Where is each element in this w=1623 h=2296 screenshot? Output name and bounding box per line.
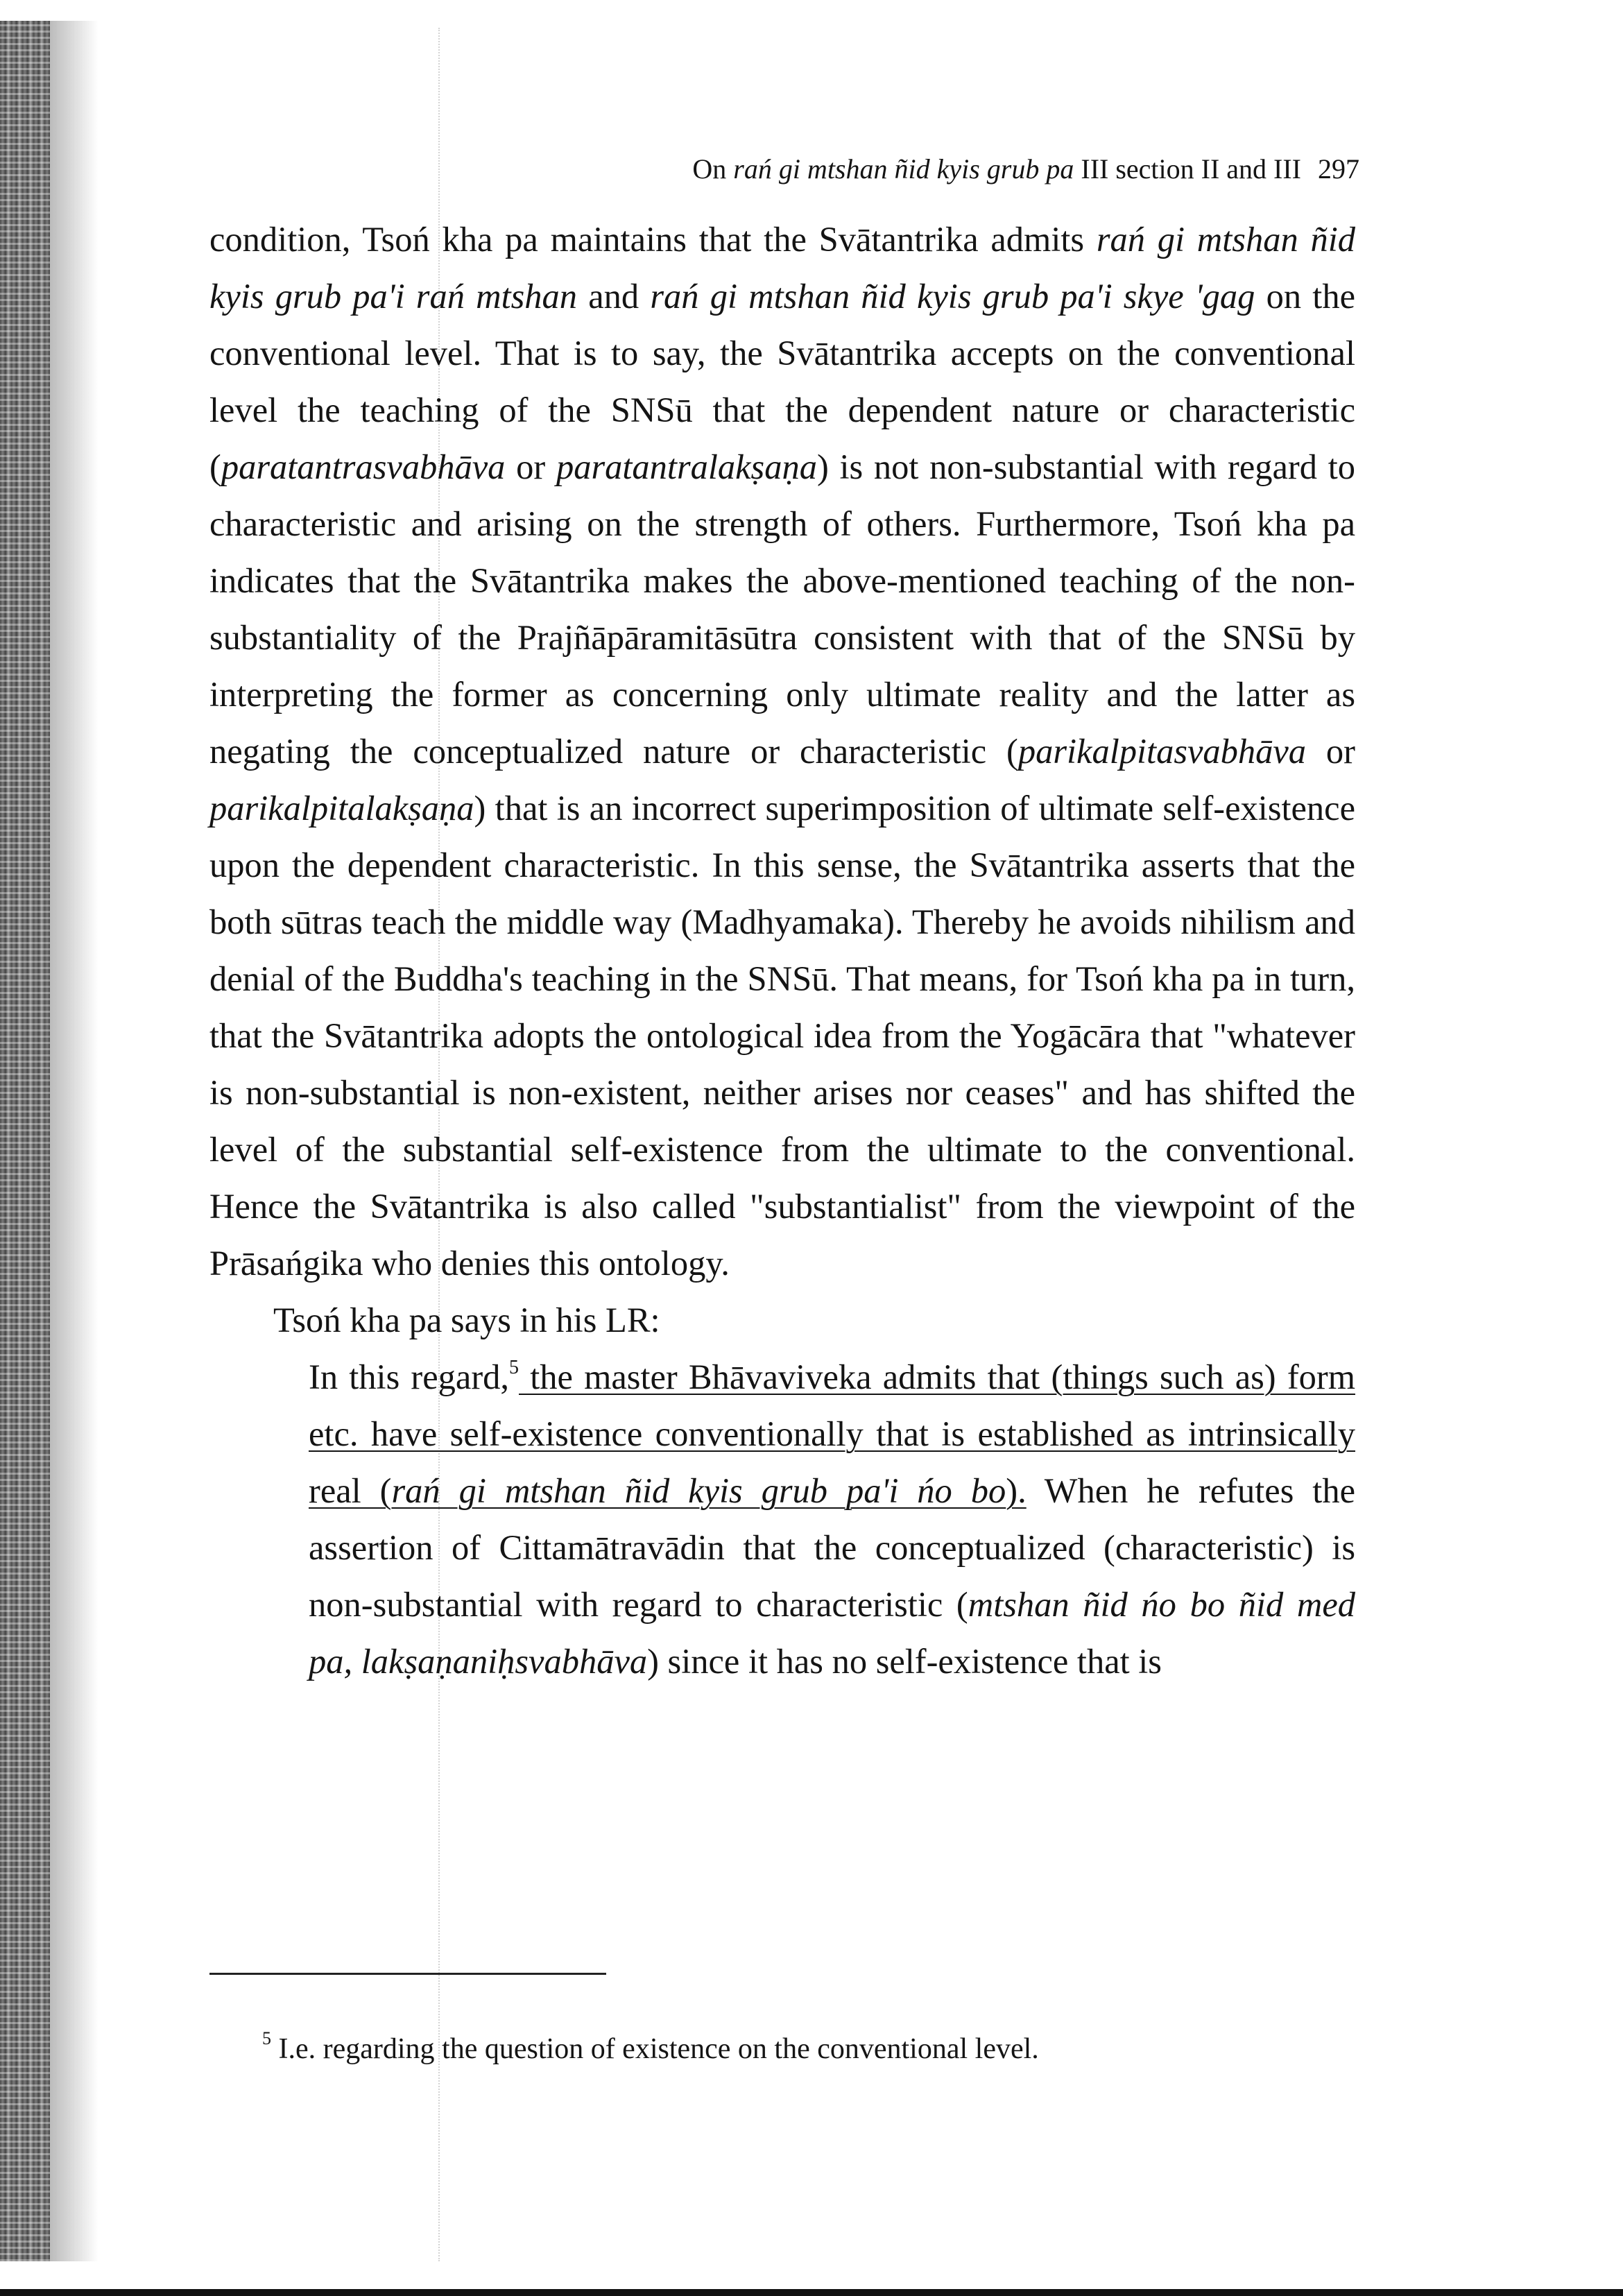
- para1-text-4: or: [505, 447, 556, 486]
- para1-italic-term-1: rań gi mtshan ñid kyis grub pa'i rań mtshan: [209, 220, 1355, 316]
- footnote-marker: 5: [262, 2028, 271, 2048]
- quote-text-3: ) since it has no self-existence that is: [647, 1642, 1162, 1681]
- quote-italic-term: mtshan ñid ńo bo ñid med pa, lakṣaṇaniḥsvabhāva: [309, 1585, 1355, 1681]
- running-head-title: rań gi mtshan ñid kyis grub pa: [733, 153, 1074, 185]
- footnote: [262, 2028, 1039, 2067]
- running-head-section: III section II and III: [1081, 153, 1301, 185]
- quote-underlined-italic-term: rań gi mtshan ñid kyis grub pa'i ńo bo: [391, 1471, 1006, 1510]
- para1-italic-term-2: rań gi mtshan ñid kyis grub pa'i skye 'gag: [650, 277, 1255, 316]
- para1-text-2: and: [577, 277, 651, 316]
- quote-underlined-2: ).: [1006, 1471, 1027, 1510]
- para1-text-6: or: [1306, 732, 1355, 771]
- scanned-binding-edge: [0, 21, 50, 2261]
- footnote-rule: [209, 1973, 606, 1975]
- body-text: [209, 211, 1355, 1690]
- quote-underlined-1: the master Bhāvaviveka admits that (things such as) form etc. have self-existence conventionally that is established as intrinsically real (: [309, 1357, 1355, 1510]
- footnote-text: I.e. regarding the question of existence on the conventional level.: [271, 2033, 1039, 2065]
- para1-italic-term-6: parikalpitalakṣaṇa: [209, 789, 474, 828]
- para1-text-1: condition, Tsoń kha pa maintains that the Svātantrika admits: [209, 220, 1097, 259]
- para1-italic-term-5: parikalpitasvabhāva: [1017, 732, 1307, 771]
- block-quote: [309, 1348, 1355, 1690]
- footnote-reference: 5: [509, 1357, 519, 1378]
- quote-text-2: When he refutes the assertion of Cittamātravādin that the conceptualized (characteristic) is non-substantial with regard to characteristic (: [309, 1471, 1356, 1624]
- para1-text-5: ) is not non-substantial with regard to characteristic and arising on the strength of others. Furthermore, Tsoń kha pa indicates that the Svātantrika makes the above-mentioned teaching of the non-substantiality of the Prajñāpāramitāsūtra consistent with that of the SNSū by interpreting the former as concerning only ultimate reality and the latter as negating the conceptualized nature or characteristic (: [209, 447, 1355, 771]
- paragraph-1: [209, 211, 1355, 1292]
- quote-text-1: In this regard,: [309, 1357, 510, 1396]
- running-head: [692, 153, 1359, 186]
- paragraph-2: Tsoń kha pa says in his LR:: [273, 1301, 660, 1339]
- para1-text-7: ) that is an incorrect superimposition of ultimate self-existence upon the dependent characteristic. In this sense, the Svātantrika asserts that the both sūtras teach the middle way (Madhyamaka). Thereby he avoids nihilism and denial of the Buddha's teaching in the SNSū. That means, for Tsoń kha pa in turn, that the Svātantrika adopts the ontological idea from the Yogācāra that "whatever is non-substantial is non-existent, neither arises nor ceases" and has shifted the level of the substantial self-existence from the ultimate to the conventional. Hence the Svātantrika is also called "substantialist" from the viewpoint of the Prāsańgika who denies this ontology.: [209, 789, 1355, 1283]
- running-head-on: On: [692, 153, 727, 185]
- para1-text-3: on the conventional level. That is to say, the Svātantrika accepts on the conventional level the teaching of the SNSū that the dependent nature or characteristic (: [209, 277, 1355, 486]
- para1-italic-term-4: paratantralakṣaṇa: [556, 447, 817, 486]
- para1-italic-term-3: paratantrasvabhāva: [221, 447, 506, 486]
- scan-bottom-edge: [0, 2289, 1623, 2296]
- page-number: 297: [1318, 153, 1359, 185]
